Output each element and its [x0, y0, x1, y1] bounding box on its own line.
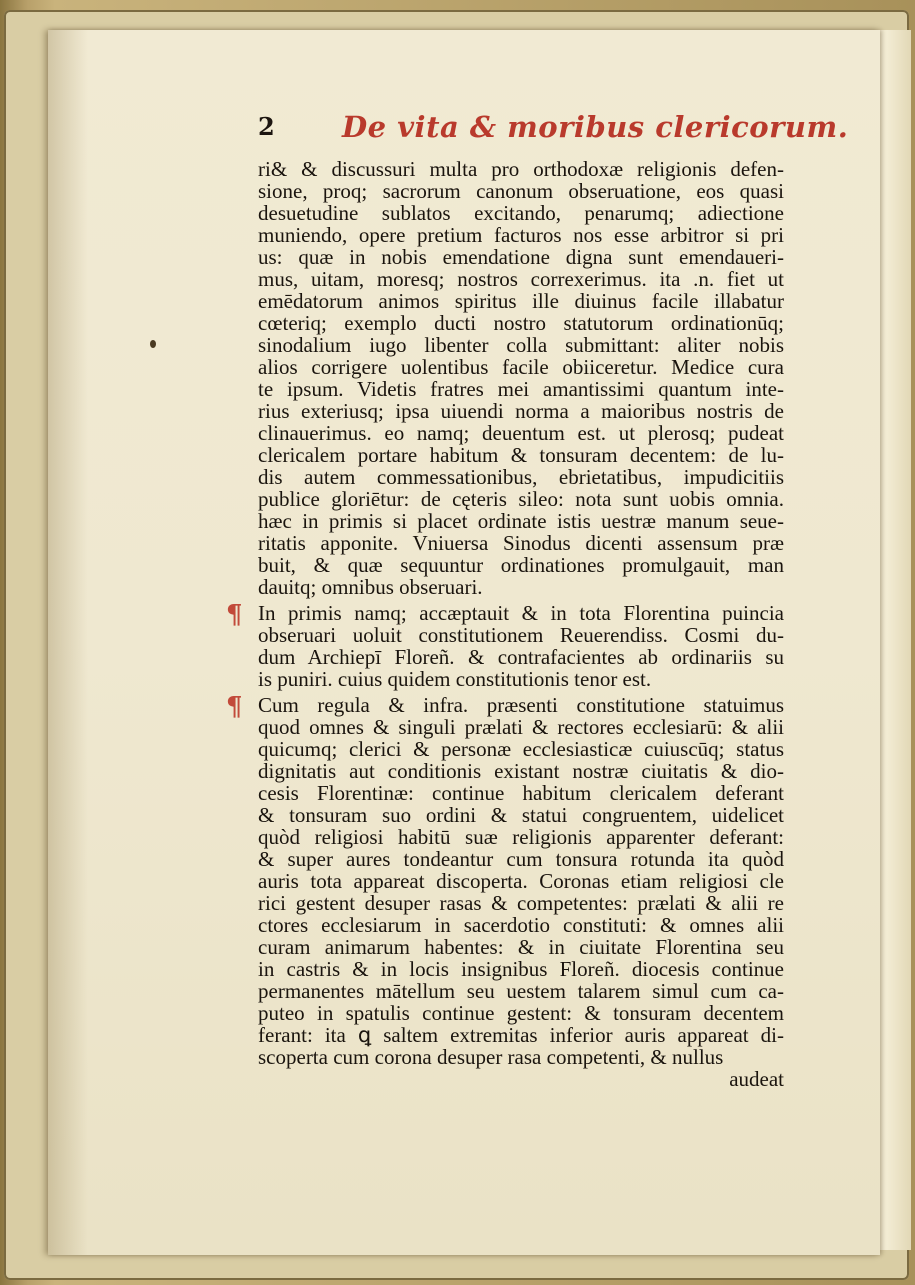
text-line: muniendo, opere pretium facturos nos esse arbitror si pri	[258, 223, 784, 247]
text-line: quod omnes & singuli prælati & rectores ecclesiarū: & alii	[258, 715, 784, 739]
text-line: sione, proq; sacrorum canonum obseruatione, eos quasi	[258, 179, 784, 203]
text-line: quicumq; clerici & personæ ecclesiasticæ cuiuscūq; status	[258, 737, 784, 761]
text-line: dauitq; omnibus obseruari.	[258, 575, 483, 599]
text-line: hæc in primis si placet ordinate istis uestræ manum seue-	[258, 509, 784, 533]
text-line: sinodalium iugo libenter colla submittant: aliter nobis	[258, 333, 784, 357]
text-line: auris tota appareat discoperta. Coronas etiam religiosi cle	[258, 869, 784, 893]
text-line: clericalem portare habitum & tonsuram decentem: de lu-	[258, 443, 784, 467]
text-line: desuetudine sublatos excitando, penarumq; adiectione	[258, 201, 784, 225]
text-line: In primis namq; accæptauit & in tota Florentina puincia	[258, 601, 784, 625]
text-line: ferant: ita ꝗ saltem extremitas inferior auris appareat di-	[258, 1023, 784, 1047]
text-line: rius exteriusq; ipsa uiuendi norma a maioribus nostris de	[258, 399, 784, 423]
text-line: publice gloriētur: de cęteris sileo: nota sunt uobis omnia.	[258, 487, 784, 511]
text-line: buit, & quæ sequuntur ordinationes promulgauit, man	[258, 553, 784, 577]
paragraph	[226, 692, 784, 1091]
running-title: De vita & moribus clericorum.	[342, 110, 849, 144]
text-line: puteo in spatulis continue gestent: & tonsuram decentem	[258, 1001, 784, 1025]
text-line: emēdatorum animos spiritus ille diuinus facile illabatur	[258, 289, 784, 313]
text-line: Cum regula & infra. præsenti constitutione statuimus	[258, 693, 784, 717]
text-line: quòd religiosi habitū suæ religionis apparenter deferant:	[258, 825, 784, 849]
text-line: ri& & discussuri multa pro orthodoxæ religionis defen-	[258, 157, 784, 181]
text-line: is puniri. cuius quidem constitutionis tenor est.	[258, 667, 652, 691]
text-line: cesis Florentinæ: continue habitum clericalem deferant	[258, 781, 784, 805]
text-line: mus, uitam, moresq; nostros correxerimus. ita .n. fiet ut	[258, 267, 784, 291]
text-line: ritatis apponite. Vniuersa Sinodus dicenti assensum præ	[258, 531, 784, 555]
catchword: audeat	[729, 1067, 784, 1091]
text-line: rici gestent desuper rasas & competentes: prælati & alii re	[258, 891, 784, 915]
paragraph-mark-icon: ¶	[226, 600, 243, 630]
text-line: te ipsum. Videtis fratres mei amantissimi quantum inte-	[258, 377, 784, 401]
folio-number: 2	[258, 112, 275, 141]
body-text	[226, 157, 784, 1091]
text-line: scoperta cum corona desuper rasa competenti, & nullus	[258, 1045, 724, 1069]
paragraph	[226, 600, 784, 691]
text-line: cœteriq; exemplo ducti nostro statutorum ordinationūq;	[258, 311, 784, 335]
text-line: dis autem commessationibus, ebrietatibus, impudicitiis	[258, 465, 784, 489]
text-line: dignitatis aut conditionis existant nostræ ciuitatis & dio-	[258, 759, 784, 783]
text-line: us: quæ in nobis emendatione digna sunt emendaueri-	[258, 245, 784, 269]
page-header	[258, 110, 849, 150]
text-line: in castris & in locis insignibus Floreñ. diocesis continue	[258, 957, 784, 981]
paragraph	[258, 158, 784, 598]
text-line: clinauerimus. eo namq; deuentum est. ut plerosq; pudeat	[258, 421, 784, 445]
text-line: alios corrigere uolentibus facile obiiceretur. Medice cura	[258, 355, 784, 379]
paragraph-mark-icon: ¶	[226, 692, 243, 722]
text-line: dum Archiepī Floreñ. & contrafacientes ab ordinariis su	[258, 645, 784, 669]
text-line: & tonsuram suo ordini & statui congruentem, uidelicet	[258, 803, 784, 827]
text-line: & super aures tondeantur cum tonsura rotunda ita quòd	[258, 847, 784, 871]
gutter-shadow	[48, 30, 88, 1255]
text-line: ctores ecclesiarum in sacerdotio constituti: & omnes alii	[258, 913, 784, 937]
text-line: obseruari uoluit constitutionem Reuerendiss. Cosmi du-	[258, 623, 784, 647]
text-line: permanentes mātellum seu uestem talarem simul cum ca-	[258, 979, 784, 1003]
ink-spot	[150, 340, 156, 348]
text-line: curam animarum habentes: & in ciuitate Florentina seu	[258, 935, 784, 959]
